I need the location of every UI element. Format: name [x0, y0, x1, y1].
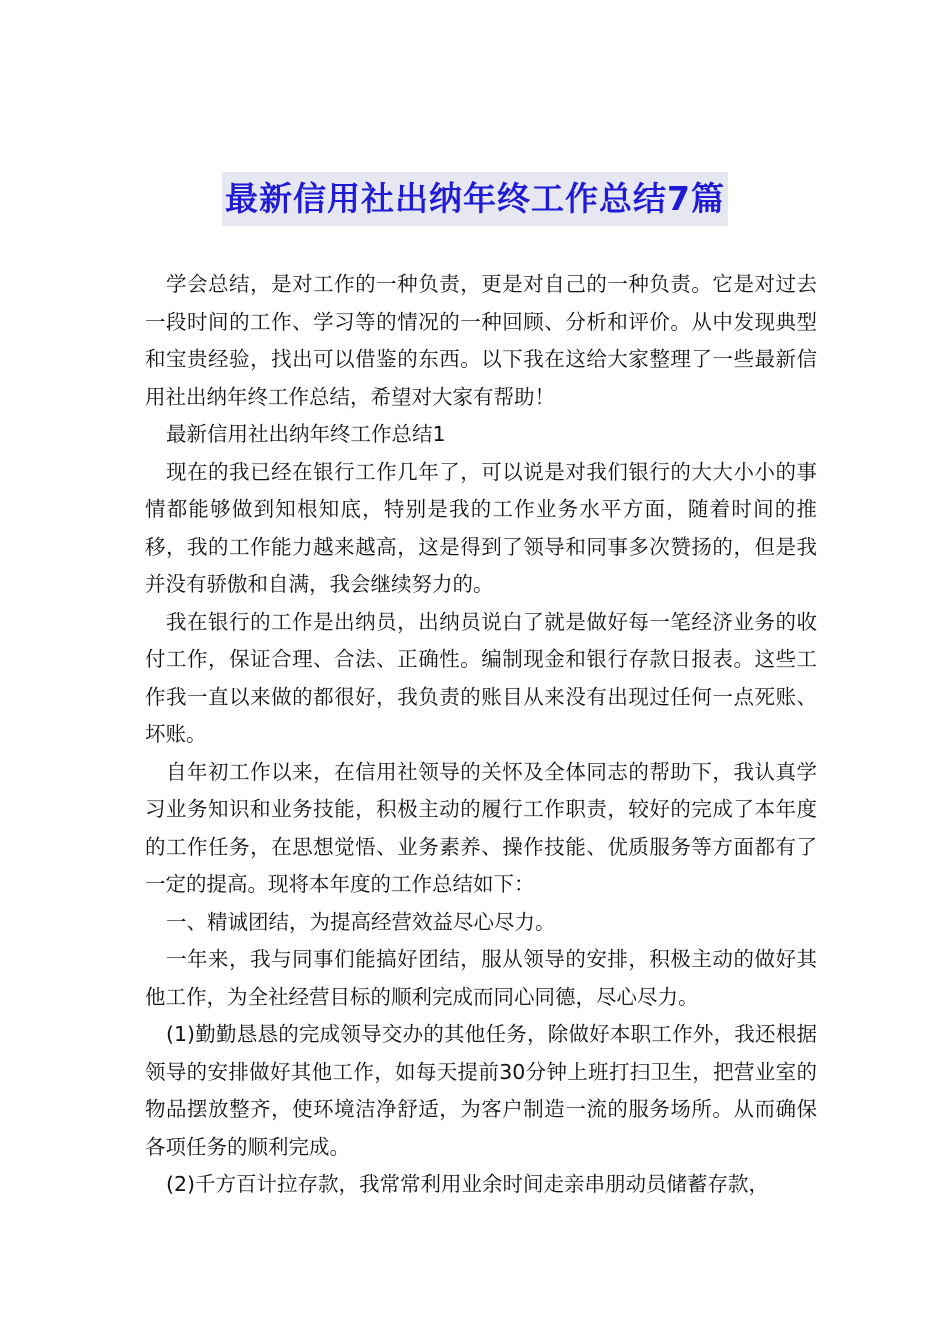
body-paragraph: 我在银行的工作是出纳员，出纳员说白了就是做好每一笔经济业务的收付工作，保证合理、合法、正确性。编制现金和银行存款日报表。这些工作我一直以来做的都很好，我负责的账目从来没有出现过任何一点死账、坏账。 [145, 609, 817, 746]
body-paragraph: 一年来，我与同事们能搞好团结，服从领导的安排，积极主动的做好其他工作，为全社经营目标的顺利完成而同心同德，尽心尽力。 [145, 947, 817, 1009]
body-paragraph: 自年初工作以来，在信用社领导的关怀及全体同志的帮助下，我认真学习业务知识和业务技能，积极主动的履行工作职责，较好的完成了本年度的工作任务，在思想觉悟、业务素养、操作技能、优质服务等方面都有了一定的提高。现将本年度的工作总结如下： [145, 759, 817, 896]
title-container [0, 172, 950, 226]
intro-paragraph: 学会总结，是对工作的一种负责，更是对自己的一种负责。它是对过去一段时间的工作、学习等的情况的一种回顾、分析和评价。从中发现典型和宝贵经验，找出可以借鉴的东西。以下我在这给大家整理了一些最新信用社出纳年终工作总结，希望对大家有帮助！ [145, 272, 817, 409]
list-item-paragraph: (1)勤勤恳恳的完成领导交办的其他任务，除做好本职工作外，我还根据领导的安排做好其他工作，如每天提前30分钟上班打扫卫生，把营业室的物品摆放整齐，使环境洁净舒适，为客户制造一流的服务场所。从而确保各项任务的顺利完成。 [145, 1022, 817, 1159]
subsection-heading: 一、精诚团结，为提高经营效益尽心尽力。 [166, 909, 556, 934]
list-item-paragraph: (2)千方百计拉存款，我常常利用业余时间走亲串朋动员储蓄存款， [166, 1172, 770, 1196]
section-heading: 最新信用社出纳年终工作总结1 [166, 422, 446, 446]
document-body [145, 266, 817, 1204]
document-title: 最新信用社出纳年终工作总结7篇 [222, 172, 728, 226]
body-paragraph: 现在的我已经在银行工作几年了，可以说是对我们银行的大大小小的事情都能够做到知根知底，特别是我的工作业务水平方面，随着时间的推移，我的工作能力越来越高，这是得到了领导和同事多次赞扬的，但是我并没有骄傲和自满，我会继续努力的。 [145, 459, 817, 596]
